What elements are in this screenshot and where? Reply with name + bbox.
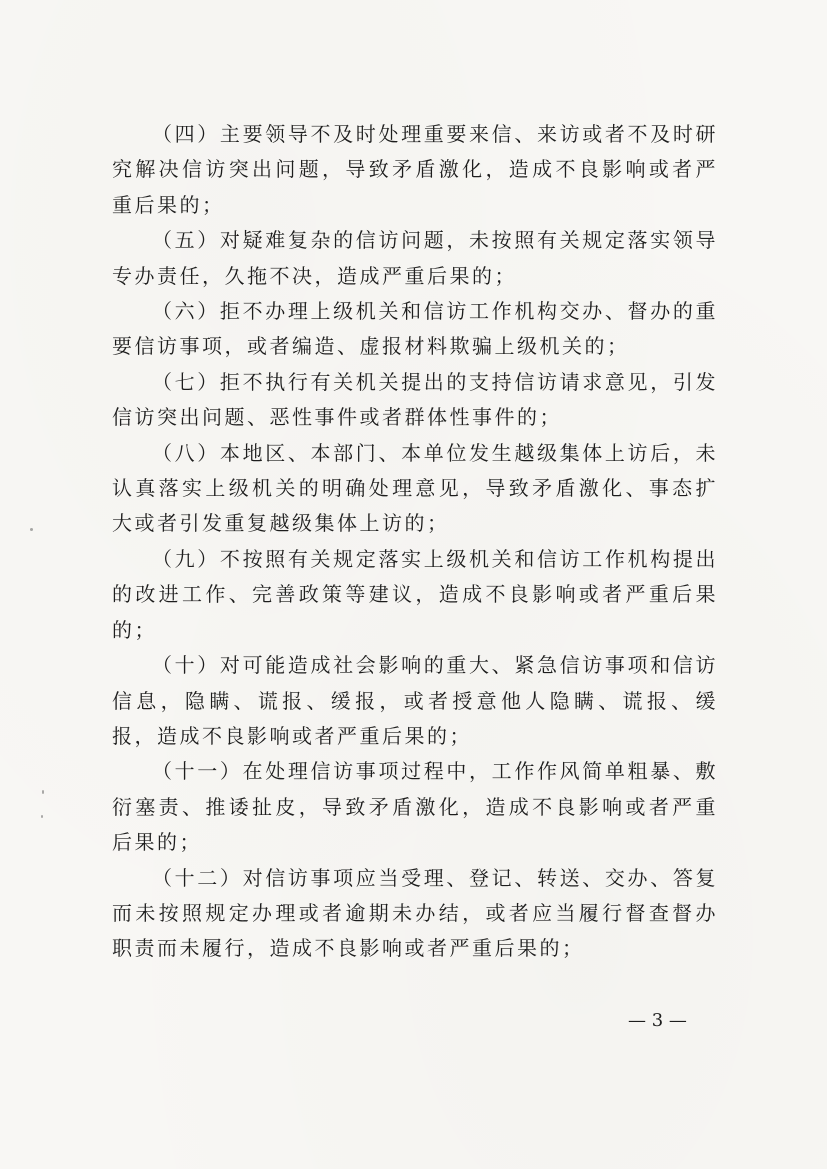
- paragraph-item-12: （十二）对信访事项应当受理、登记、转送、交办、答复而未按照规定办理或者逾期未办结，或者应当履行督查督办职责而未履行，造成不良影响或者严重后果的；: [112, 865, 718, 961]
- paragraph-item-9: （九）不按照有关规定落实上级机关和信访工作机构提出的改进工作、完善政策等建议，造成不良影响或者严重后果的；: [112, 546, 718, 642]
- paragraph-item-11: （十一）在处理信访事项过程中，工作作风简单粗暴、敷衍塞责、推诿扯皮，导致矛盾激化，造成不良影响或者严重后果的；: [112, 759, 718, 855]
- scan-speck: [42, 790, 44, 794]
- page-number: — 3 —: [628, 1010, 687, 1031]
- document-body: [112, 117, 718, 967]
- paragraph-item-5: （五）对疑难复杂的信访问题，未按照有关规定落实领导专办责任，久拖不决，造成严重后果的；: [112, 228, 718, 288]
- paragraph-item-10: （十）对可能造成社会影响的重大、紧急信访事项和信访信息，隐瞒、谎报、缓报，或者授意他人隐瞒、谎报、缓报，造成不良影响或者严重后果的；: [112, 653, 718, 748]
- paragraph-item-6: （六）拒不办理上级机关和信访工作机构交办、督办的重要信访事项，或者编造、虚报材料欺骗上级机关的；: [112, 299, 718, 359]
- paragraph-item-4: （四）主要领导不及时处理重要来信、来访或者不及时研究解决信访突出问题，导致矛盾激化，造成不良影响或者严重后果的；: [112, 122, 718, 217]
- scan-speck: [30, 528, 33, 531]
- scan-speck: [41, 815, 43, 818]
- paragraph-item-7: （七）拒不执行有关机关提出的支持信访请求意见，引发信访突出问题、恶性事件或者群体性事件的；: [112, 369, 718, 430]
- paragraph-item-8: （八）本地区、本部门、本单位发生越级集体上访后，未认真落实上级机关的明确处理意见，导致矛盾激化、事态扩大或者引发重复越级集体上访的；: [112, 440, 718, 536]
